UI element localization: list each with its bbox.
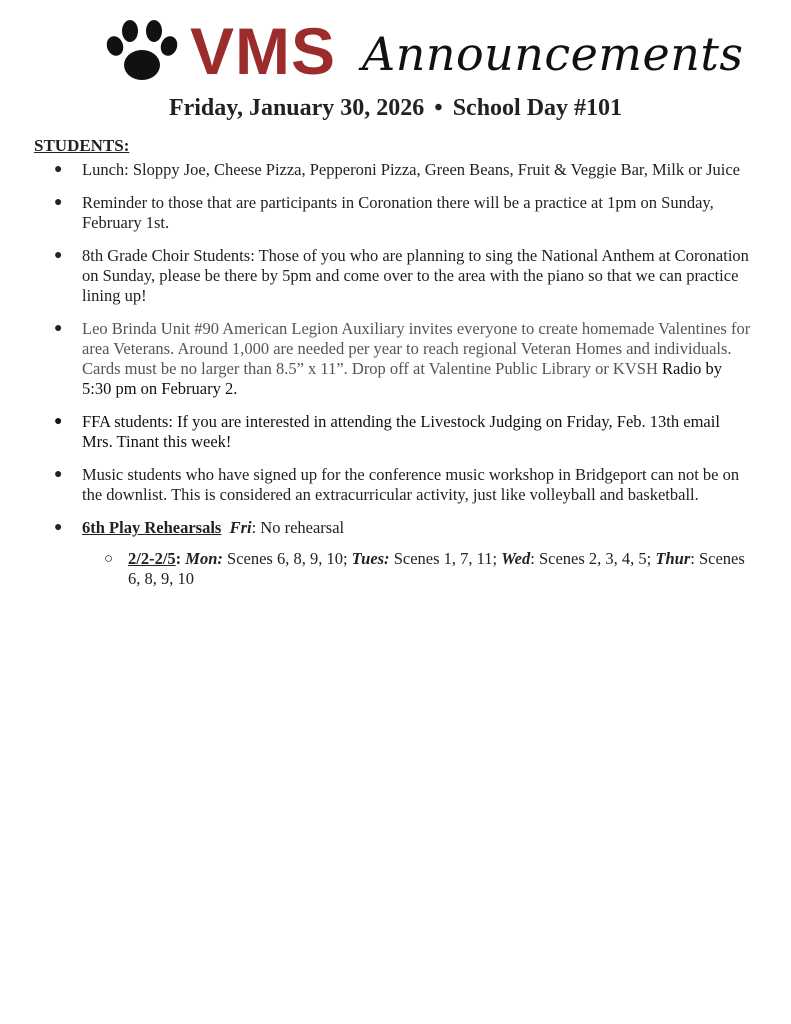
wed-scenes: : Scenes 2, 3, 4, 5; [530,549,656,568]
item-text-tail: Radio by 5:30 pm on February 2. [82,359,723,398]
item-text: Leo Brinda Unit #90 American Legion Auxiliary invites everyone to create homemade Valentines for area Veterans. Around 1,000 are needed per year to reach regional Veteran Homes and individuals. Cards must be no larger than 8.5” x 11”. Drop off at Valentine Public Library or KVSH [82,319,751,378]
date-line [0,95,791,122]
header [0,14,791,88]
paw-print-icon [106,20,178,82]
wed-label: Wed [501,549,531,568]
title-announcements: Announcements [362,27,744,81]
list-item [34,246,754,306]
item-text: FFA students: If you are interested in attending the Livestock Judging on Friday, Feb. 13th email Mrs. Tinant this week! [82,412,720,451]
separator: • [434,95,443,121]
list-item [34,193,754,233]
item-text: Lunch: Sloppy Joe, Cheese Pizza, Pepperoni Pizza, Green Beans, Fruit & Veggie Bar, Milk or Juice [82,160,740,179]
tues-scenes: Scenes 1, 7, 11; [389,549,502,568]
sublist-holder [34,549,754,589]
list-item [34,160,754,180]
mon-label: Mon: [185,549,223,568]
item-text: Music students who have signed up for the conference music workshop in Bridgeport can not be on the downlist. This is considered an extracurricular activity, just like volleyball and basketball. [82,465,740,504]
tues-label: Tues: [351,549,390,568]
mon-scenes: Scenes 6, 8, 9, 10; [222,549,352,568]
announcement-list [34,160,754,602]
thur-scenes: : Scenes 6, 8, 9, 10 [128,549,745,588]
school-day: School Day #101 [452,95,623,121]
item-text: 8th Grade Choir Students: Those of you who are planning to sing the National Anthem at Coronation on Sunday, please be there by 5pm and come over to the area with the piano so that we can practice lining up! [82,246,749,305]
play-heading: 6th Play Rehearsals [82,518,222,537]
play-day: Fri [229,518,252,537]
play-schedule-item [34,549,754,589]
play-schedule-list [34,549,754,589]
list-item [34,465,754,505]
list-item [34,319,754,399]
list-item [34,518,754,538]
section-title: STUDENTS: [34,136,130,155]
date: Friday, January 30, 2026 [168,95,425,121]
logo-vms: VMS [190,14,337,88]
item-text: Reminder to those that are participants in Coronation there will be a practice at 1pm on Sunday, February 1st. [82,193,714,232]
list-item [34,412,754,452]
schedule-range: 2/2-2/5 [128,549,176,568]
thur-label: Thur [655,549,691,568]
play-rest: : No rehearsal [251,518,345,537]
schedule-colon: : [175,549,182,568]
